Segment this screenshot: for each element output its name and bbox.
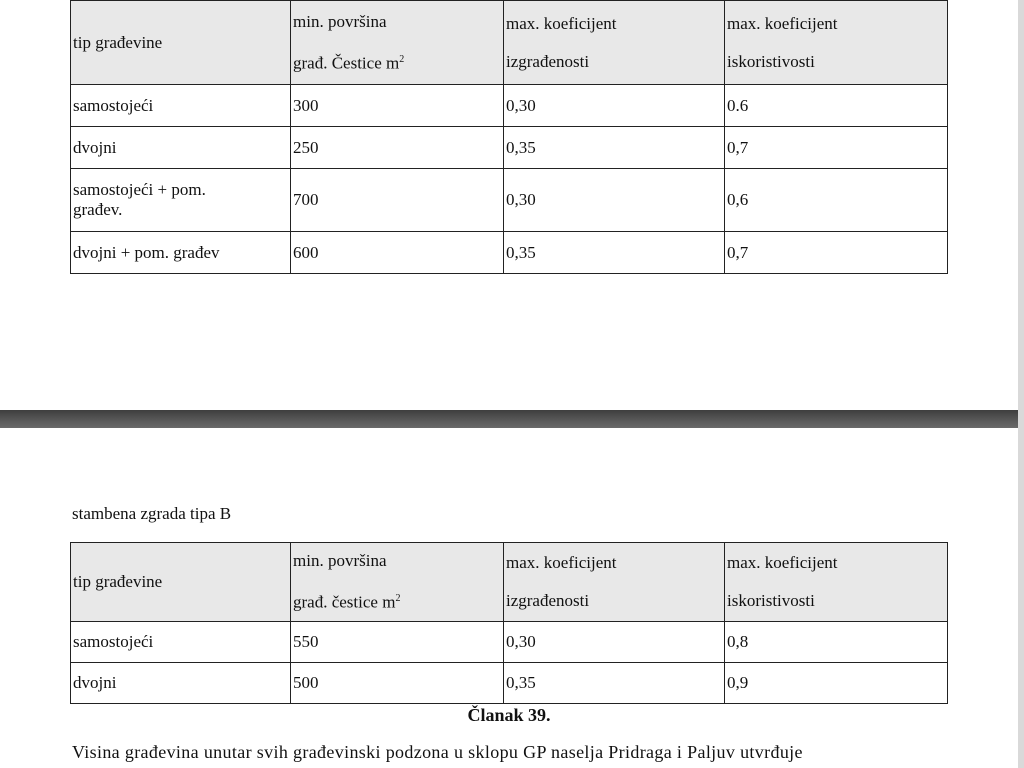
page-break-gap — [0, 410, 1024, 428]
cell-type: dvojni + pom. građev — [71, 232, 291, 274]
header-max-coverage: max. koeficijent izgrađenosti — [504, 1, 725, 85]
table-row — [71, 663, 948, 704]
cell-utilization: 0.6 — [725, 85, 948, 127]
cell-coverage: 0,30 — [504, 622, 725, 663]
table-row — [71, 85, 948, 127]
cell-utilization: 0,9 — [725, 663, 948, 704]
article-heading: Članak 39. — [467, 705, 551, 725]
table-row — [71, 622, 948, 663]
cell-area: 600 — [291, 232, 504, 274]
viewer-scroll-gutter — [1018, 0, 1024, 768]
cell-type: samostojeći + pom. građev. — [71, 169, 291, 232]
cell-type: dvojni — [71, 127, 291, 169]
table-row — [71, 232, 948, 274]
cell-area: 700 — [291, 169, 504, 232]
cell-area: 300 — [291, 85, 504, 127]
cell-coverage: 0,30 — [504, 169, 725, 232]
building-parameters-table-a — [70, 0, 948, 274]
cell-coverage: 0,35 — [504, 232, 725, 274]
cell-coverage: 0,30 — [504, 85, 725, 127]
cell-utilization: 0,6 — [725, 169, 948, 232]
header-max-coverage: max. koeficijent izgrađenosti — [504, 543, 725, 622]
cell-area: 250 — [291, 127, 504, 169]
cell-area: 500 — [291, 663, 504, 704]
table-caption: stambena zgrada tipa B — [72, 504, 232, 523]
table-header-row — [71, 1, 948, 85]
cell-type: dvojni — [71, 663, 291, 704]
header-max-utilization: max. koeficijent iskoristivosti — [725, 543, 948, 622]
cell-coverage: 0,35 — [504, 663, 725, 704]
table-row — [71, 127, 948, 169]
table-header-row — [71, 543, 948, 622]
cell-type: samostojeći — [71, 622, 291, 663]
cell-utilization: 0,7 — [725, 232, 948, 274]
cell-coverage: 0,35 — [504, 127, 725, 169]
cell-area: 550 — [291, 622, 504, 663]
header-min-area: min. površina građ. čestice $m^2$ — [291, 543, 504, 622]
cell-type: samostojeći — [71, 85, 291, 127]
body-paragraph: Visina građevina unutar svih građevinski podzona u sklopu GP naselja Pridraga i Paljuv utvrđuje — [72, 742, 803, 762]
header-min-area: min. površina građ. Čestice $m^2$ — [291, 1, 504, 85]
header-max-utilization: max. koeficijent iskoristivosti — [725, 1, 948, 85]
building-parameters-table-b — [70, 542, 948, 704]
header-building-type: tip građevine — [71, 543, 291, 622]
cell-utilization: 0,7 — [725, 127, 948, 169]
table-row — [71, 169, 948, 232]
header-building-type: tip građevine — [71, 1, 291, 85]
cell-utilization: 0,8 — [725, 622, 948, 663]
